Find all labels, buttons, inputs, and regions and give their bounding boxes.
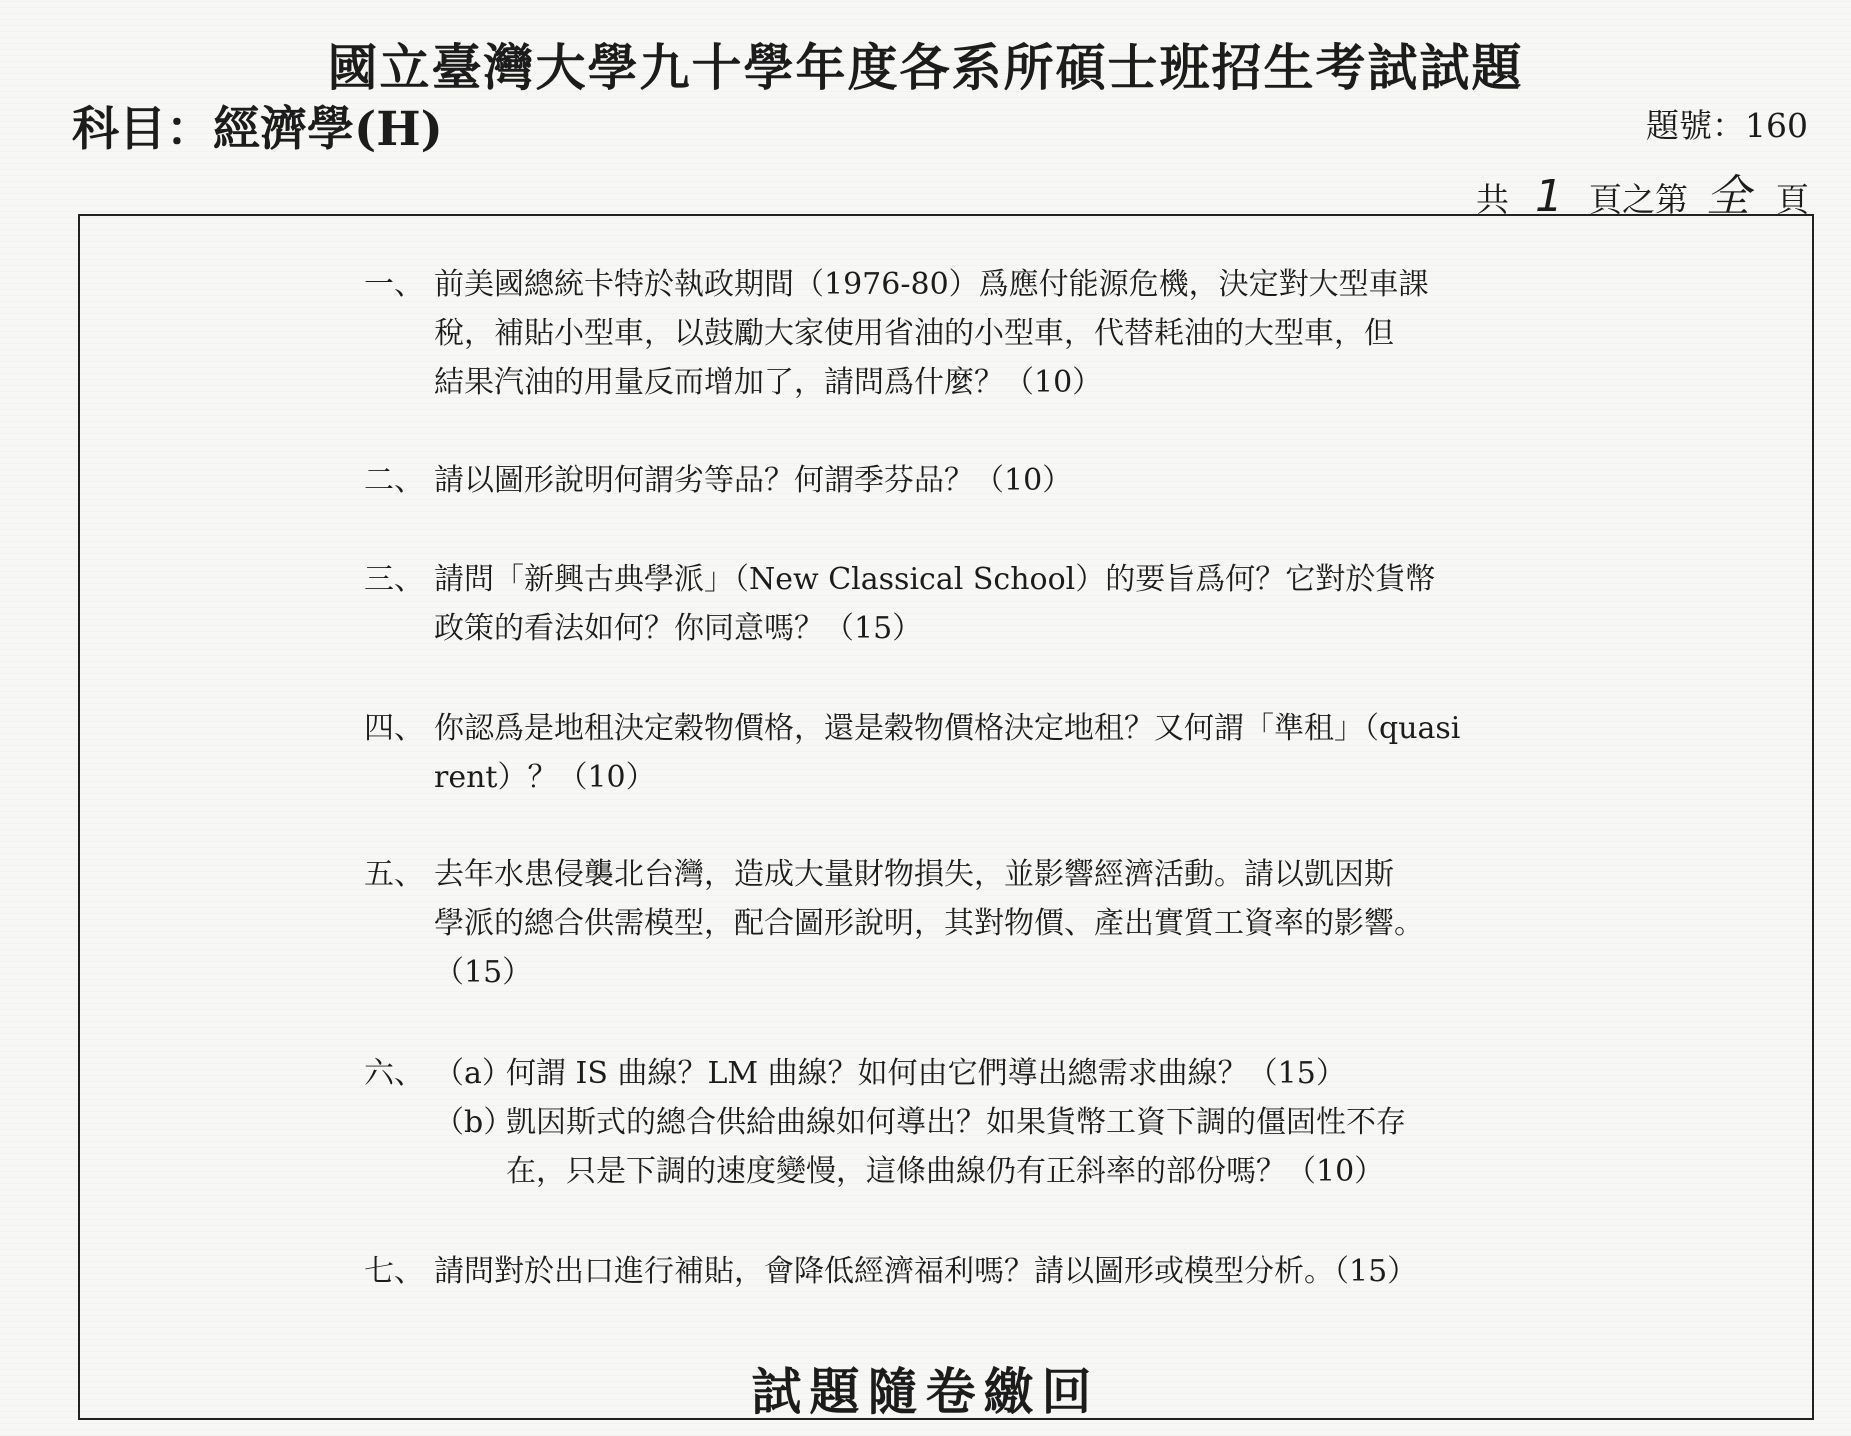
question-4 — [364, 704, 1460, 802]
question-number-label: 五、 — [364, 857, 424, 892]
question-line: 政策的看法如何？你同意嗎？（15） — [434, 611, 923, 646]
question-number: 題號：160 — [1646, 106, 1808, 145]
question-7 — [364, 1247, 1417, 1296]
question-1 — [364, 260, 1429, 407]
subject-label: 科目：經濟學(H) — [72, 102, 443, 157]
question-number-label: 四、 — [364, 711, 424, 746]
question-number-label: 三、 — [364, 562, 424, 597]
page-handwritten: 全 — [1706, 171, 1750, 222]
pages-total-prefix: 共 — [1476, 180, 1509, 219]
question-line: 請問對於出口進行補貼，會降低經濟福利嗎？請以圖形或模型分析。（15） — [434, 1254, 1418, 1289]
question-line: rent）？（10） — [434, 760, 656, 795]
question-line: 前美國總統卡特於執政期間（1976-80）爲應付能源危機，決定對大型車課 — [434, 267, 1429, 302]
question-line: 學派的總合供需模型，配合圖形說明，其對物價、產出實質工資率的影響。 — [434, 906, 1424, 941]
sub-question-text: 何謂 IS 曲線？LM 曲線？如何由它們導出總需求曲線？（15） — [506, 1056, 1346, 1091]
question-line: 請以圖形說明何謂劣等品？何謂季芬品？（10） — [434, 463, 1073, 498]
question-6 — [364, 1049, 1406, 1196]
sub-question-label: （b） — [434, 1105, 514, 1140]
question-line: 結果汽油的用量反而增加了，請問爲什麼？（10） — [434, 365, 1103, 400]
question-number-label: 一、 — [364, 267, 424, 302]
question-number-label: 二、 — [364, 463, 424, 498]
question-number-label: 六、 — [364, 1056, 424, 1091]
question-number-label: 七、 — [364, 1254, 424, 1289]
pages-suffix: 頁 — [1776, 180, 1809, 219]
question-line: 稅，補貼小型車，以鼓勵大家使用省油的小型車，代替耗油的大型車，但 — [434, 316, 1394, 351]
question-5 — [364, 850, 1424, 997]
return-notice: 試題隨卷繳回 — [751, 1362, 1100, 1421]
question-line: 你認爲是地租決定穀物價格，還是穀物價格決定地租？又何謂「準租」（quasi — [434, 711, 1461, 746]
sub-question-text: 在，只是下調的速度變慢，這條曲線仍有正斜率的部份嗎？（10） — [506, 1154, 1385, 1189]
question-line: 去年水患侵襲北台灣，造成大量財物損失，並影響經濟活動。請以凱因斯 — [434, 857, 1394, 892]
question-line: （15） — [434, 955, 533, 990]
question-line: 請問「新興古典學派」（New Classical School）的要旨爲何？它對於貨幣 — [434, 562, 1436, 597]
exam-title: 國立臺灣大學九十學年度各系所碩士班招生考試試題 — [327, 38, 1524, 97]
question-3 — [364, 555, 1435, 653]
sub-question-text: 凱因斯式的總合供給曲線如何導出？如果貨幣工資下調的僵固性不存 — [506, 1105, 1406, 1140]
pages-total-handwritten: 1 — [1535, 171, 1563, 222]
pages-mid: 頁之第 — [1589, 180, 1688, 219]
question-2 — [364, 456, 1072, 505]
sub-question-label: （a） — [434, 1056, 512, 1091]
